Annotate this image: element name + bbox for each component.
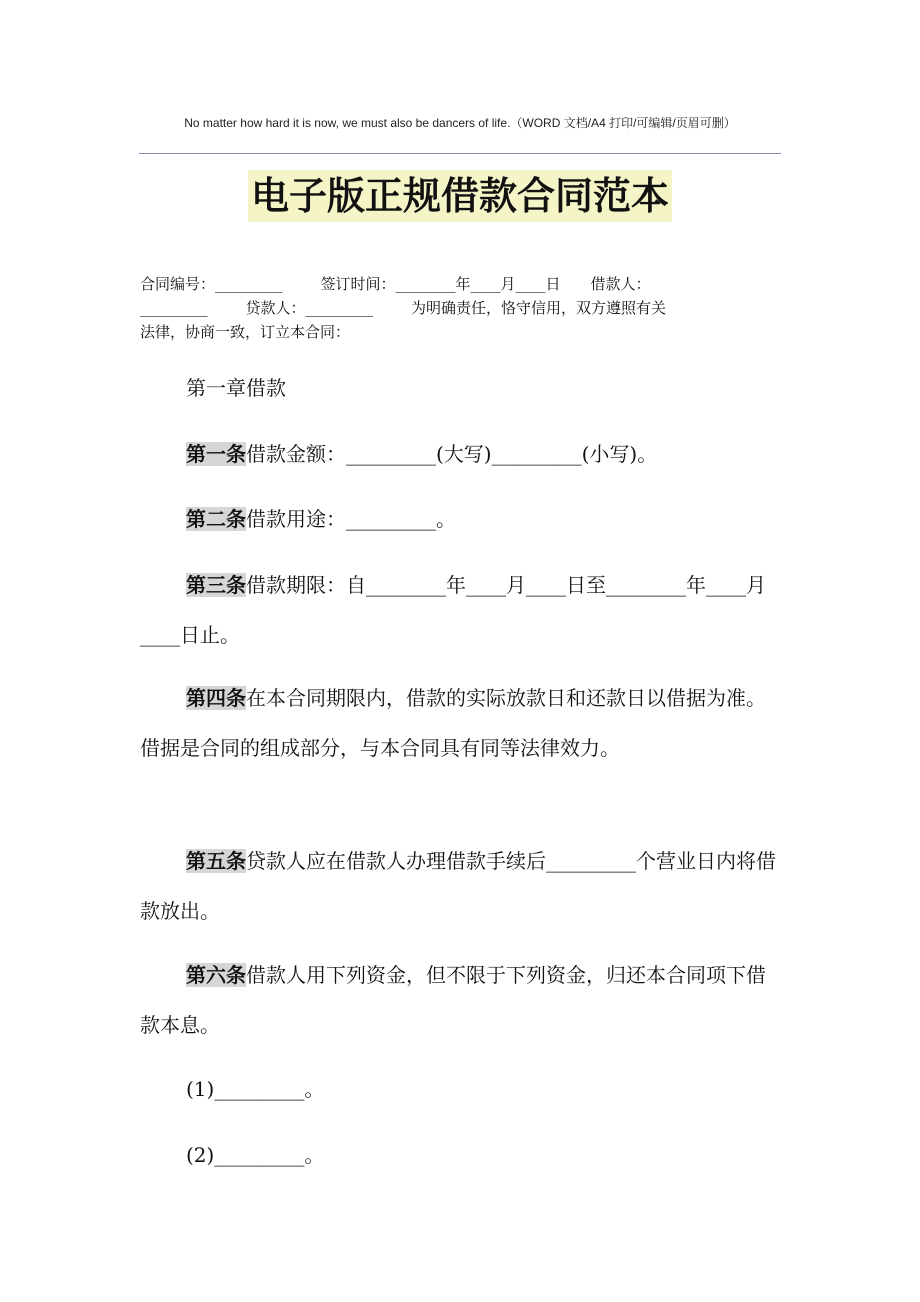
article-label: 第一条 (186, 442, 246, 466)
article-text: 借款用途：_________。 (246, 507, 456, 531)
article-label: 第四条 (186, 686, 246, 710)
article-label: 第二条 (186, 507, 246, 531)
article-text: 借款人用下列资金，但不限于下列资金，归还本合同项下借款本息。 (140, 963, 766, 1037)
article-6 (140, 950, 780, 1050)
title-container (0, 170, 920, 222)
article-1 (140, 429, 780, 479)
preamble-line-2: 法律，协商一致，订立本合同： (140, 323, 351, 341)
article-text: 在本合同期限内，借款的实际放款日和还款日以借据为准。借据是合同的组成部分，与本合同具有同等法律效力。 (140, 686, 766, 760)
list-item: (2)_________。 (186, 1143, 325, 1167)
article-label: 第六条 (186, 963, 246, 987)
contract-number: 合同编号：_________ (140, 275, 283, 293)
article-label: 第三条 (186, 573, 246, 597)
article-5 (140, 836, 780, 936)
header-divider (139, 153, 781, 154)
contract-meta (140, 272, 780, 344)
borrower-label: 借款人： (590, 275, 651, 293)
sign-time: 签订时间：________年____月____日 (320, 275, 561, 293)
preamble-line-1: 为明确责任，恪守信用，双方遵照有关 (411, 299, 667, 317)
article-text: 借款期限：自________年____月____日至________年____月____日止。 (140, 573, 766, 647)
list-item: (1)_________。 (186, 1077, 325, 1101)
article-2 (140, 494, 780, 544)
lender-label: 贷款人：_________ (245, 299, 374, 317)
document-title: 电子版正规借款合同范本 (248, 170, 672, 222)
chapter-heading: 第一章借款 (186, 376, 286, 400)
article-text: 贷款人应在借款人办理借款手续后_________个营业日内将借款放出。 (140, 849, 776, 923)
article-4 (140, 673, 780, 773)
article-text: 借款金额：_________(大写)_________(小写)。 (246, 442, 658, 466)
article-label: 第五条 (186, 849, 246, 873)
article-3 (140, 560, 780, 660)
borrower-blank: _________ (140, 299, 208, 317)
page-header-note: No matter how hard it is now, we must also be dancers of life.（WORD 文档/A4 打印/可编辑/页眉可删） (184, 116, 736, 130)
